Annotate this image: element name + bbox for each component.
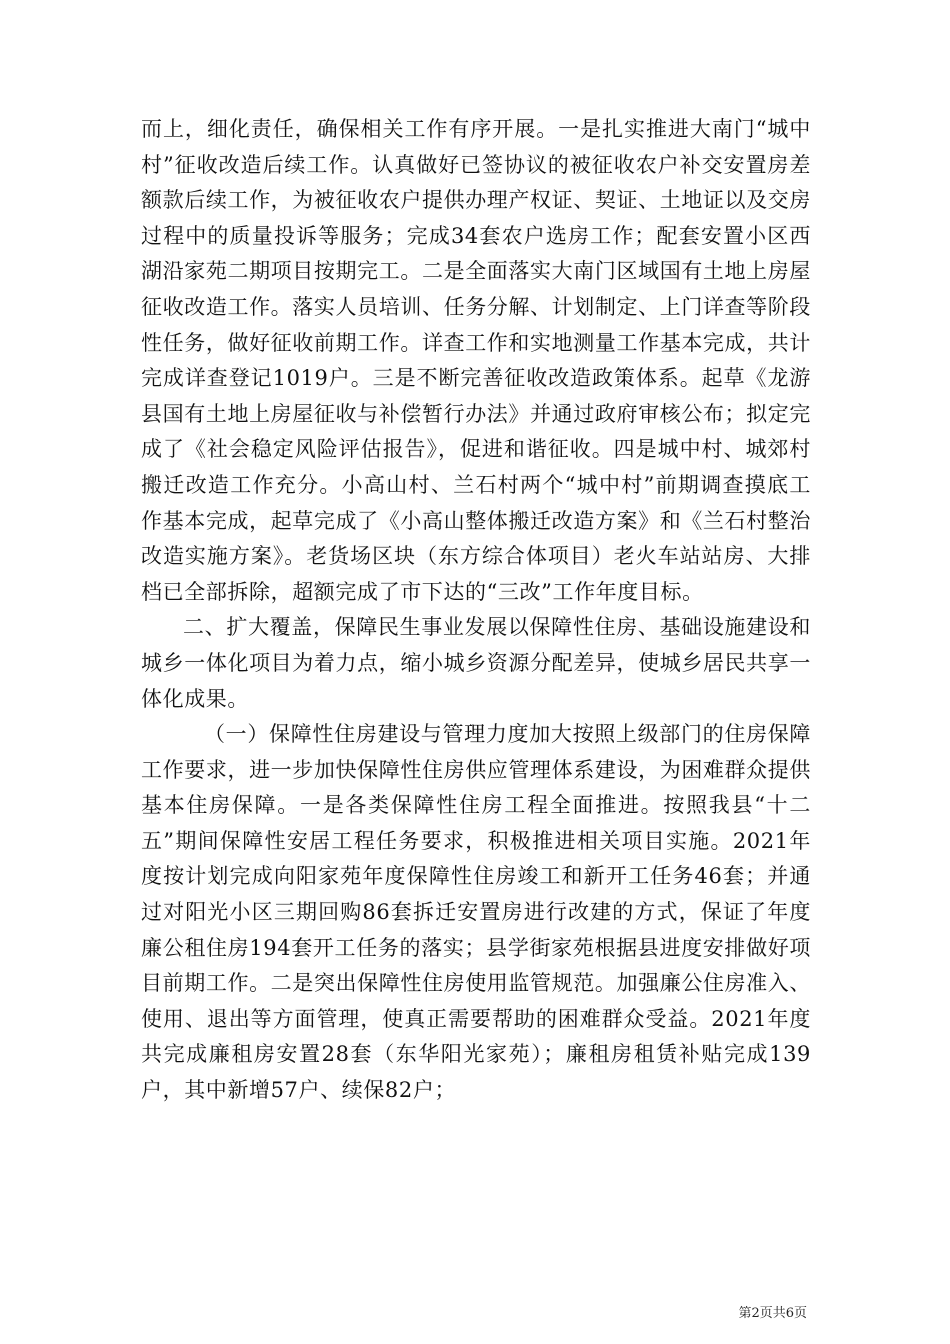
paragraph-continuation: 而上，细化责任，确保相关工作有序开展。一是扎实推进大南门“城中村”征收改造后续工作。认真做好已签协议的被征收农户补交安置房差额款后续工作，为被征收农户提供办理产权证、契证、土地证以及交房过程中的质量投诉等服务；完成34套农户选房工作；配套安置小区西湖沿家苑二期项目按期完工。二是全面落实大南门区域国有土地上房屋征收改造工作。落实人员培训、任务分解、计划制定、上门详查等阶段性任务，做好征收前期工作。详查工作和实地测量工作基本完成，共计完成详查登记1019户。三是不断完善征收改造政策体系。起草《龙游县国有土地上房屋征收与补偿暂行办法》并通过政府审核公布；拟定完成了《社会稳定风险评估报告》，促进和谐征收。四是城中村、城郊村搬迁改造工作充分。小高山村、兰石村两个“城中村”前期调查摸底工作基本完成，起草完成了《小高山整体搬迁改造方案》和《兰石村整治改造实施方案》。老货场区块（东方综合体项目）老火车站站房、大排档已全部拆除，超额完成了市下达的“三改”工作年度目标。 (141, 117, 811, 604)
page-number-footer: 第2页共6页 (738, 1306, 807, 1321)
paragraph-subsection-one: （一）保障性住房建设与管理力度加大按照上级部门的住房保障工作要求，进一步加快保障性住房供应管理体系建设，为困难群众提供基本住房保障。一是各类保障性住房工程全面推进。按照我县“十二五”期间保障性安居工程任务要求，积极推进相关项目实施。2021年度按计划完成向阳家苑年度保障性住房竣工和新开工任务46套；并通过对阳光小区三期回购86套拆迁安置房进行改建的方式，保证了年度廉公租住房194套开工任务的落实；县学街家苑根据县进度安排做好项目前期工作。二是突出保障性住房使用监管规范。加强廉公住房准入、使用、退出等方面管理，使真正需要帮助的困难群众受益。2021年度共完成廉租房安置28套（东华阳光家苑）；廉租房租赁补贴完成139户，其中新增57户、续保82户； (141, 722, 811, 1103)
document-body (141, 112, 811, 1109)
paragraph-section-two: 二、扩大覆盖，保障民生事业发展以保障性住房、基础设施建设和城乡一体化项目为着力点，缩小城乡资源分配差异，使城乡居民共享一体化成果。 (141, 615, 811, 711)
